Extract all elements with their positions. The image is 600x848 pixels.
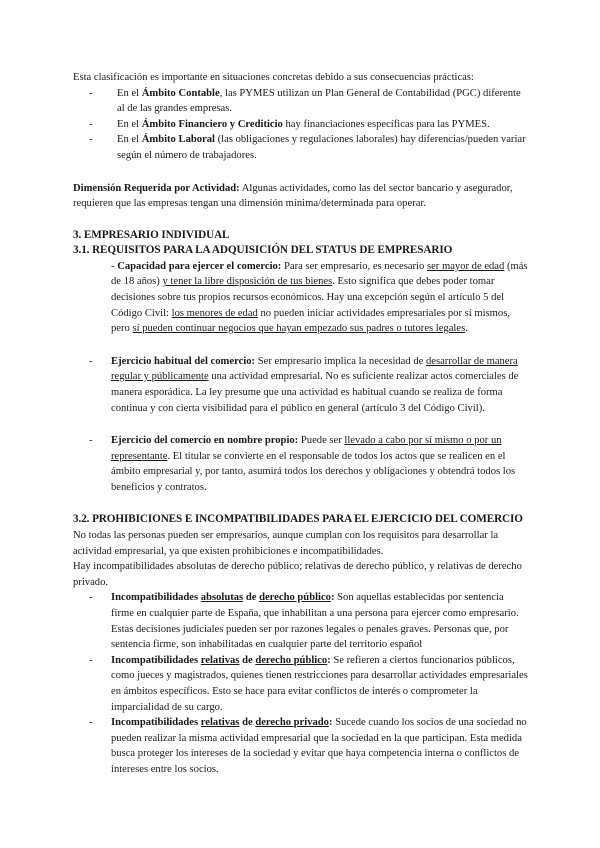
dash-bullet: - (89, 355, 93, 367)
bold-term: Capacidad para ejercer el comercio: (117, 260, 282, 272)
text: Algunas actividades, como las del sector bancario y asegurador, requieren que las empresas tengan una dimensión mínima/determinada para operar. (73, 182, 513, 210)
text: . (465, 323, 468, 335)
bold-term: Ejercicio del comercio en nombre propio: (111, 435, 299, 447)
paragraph: No todas las personas pueden ser empresarios, aunque cumplan con los requisitos para desarrollar la actividad empresarial, ya que existen prohibiciones e incompatibilidades. (73, 529, 499, 557)
text: una actividad empresarial. No es suficiente realizar actos comerciales de manera esporádica. La ley presume que una actividad es habitual cuando se realiza de forma continua y con cierta visibilidad para el público en general (artículo 3 del Código Civil). (111, 371, 519, 414)
text: Puede ser (298, 435, 345, 447)
requirements-list (73, 354, 528, 416)
list-item (73, 117, 528, 133)
bold-term: : (328, 717, 333, 729)
requirements-list-2 (73, 433, 528, 495)
bold-underlined-term: relativas (200, 717, 240, 729)
bold-underlined-term: derecho público (259, 592, 331, 604)
bold-term: Dimensión Requerida por Actividad: (73, 182, 240, 194)
bold-term: Ámbito Contable (141, 87, 220, 99)
subsection-heading: 3.2. PROHIBICIONES E INCOMPATIBILIDADES PARA EL EJERCICIO DEL COMERCIO (73, 513, 523, 526)
dash-bullet: - (89, 654, 93, 666)
dash-bullet: - (89, 435, 93, 447)
bold-term: Incompatibilidades (111, 592, 201, 604)
list-item (73, 132, 528, 163)
list-item (73, 590, 528, 652)
underlined-text: los menores de edad (171, 307, 258, 319)
text: , las PYMES utilizan un Plan General de Contabilidad (PGC) diferente al de las grandes empresas. (117, 87, 521, 115)
dash-bullet: - (111, 260, 115, 272)
text: En el (117, 118, 142, 130)
underlined-text: ser mayor de edad (426, 260, 505, 272)
text: Para ser empresario, es necesario (281, 260, 427, 272)
bold-underlined-term: relativas (200, 654, 240, 666)
bold-term: Incompatibilidades (111, 717, 201, 729)
bold-term: : (330, 592, 335, 604)
list-item (73, 354, 528, 416)
incompatibilities-list (73, 590, 528, 777)
bold-term: Ámbito Financiero y Crediticio (141, 118, 283, 130)
bold-term: Ejercicio habitual del comercio: (111, 355, 256, 367)
dash-bullet: - (89, 118, 93, 130)
bold-term: : (327, 654, 331, 666)
bold-term: Incompatibilidades (111, 654, 201, 666)
list-item (73, 433, 528, 495)
subsection-heading: 3.1. REQUISITOS PARA LA ADQUISICIÓN DEL STATUS DE EMPRESARIO (73, 244, 453, 257)
document-page (73, 70, 528, 777)
underlined-text: sí pueden continuar negocios que hayan empezado sus padres o tutores legales (132, 323, 466, 335)
dimension-paragraph (73, 181, 528, 212)
text: hay financiaciones específicas para las PYMES. (282, 118, 490, 130)
bold-term: Ámbito Laboral (141, 134, 215, 146)
text: no pueden iniciar actividades empresariales por sí mismos, pero (111, 307, 510, 335)
underlined-text: llevado a cabo por sí mismo o por un representante (111, 435, 502, 462)
list-item (73, 86, 528, 117)
dash-bullet: - (89, 134, 93, 146)
text: Sucede cuando los socios de una sociedad no pueden realizar la misma actividad empresarial que la sociedad en la que participan. Esta medida busca proteger los intereses de la sociedad y evitar que haya competencia interna o conflictos de intereses entre los socios. (111, 717, 527, 775)
text: (las obligaciones y regulaciones laborales) hay diferencias/pueden variar según el número de trabajadores. (117, 134, 526, 161)
bold-term: de (239, 654, 256, 666)
dash-bullet: - (89, 592, 93, 604)
bold-underlined-term: derecho público (255, 654, 328, 666)
bold-term: de (243, 592, 260, 604)
text: . Esto significa que debes poder tomar decisiones sobre tus propios recursos económicos. Hay una excepción según el artículo 5 del Código Civil: (111, 276, 505, 319)
dash-bullet: - (89, 717, 93, 729)
underlined-text: y tener la libre disposición de tus bienes (162, 276, 333, 288)
text: . El titular se convierte en el responsable de todos los actos que se realicen en el ámbito empresarial y, por tanto, asumirá todos los derechos y obligaciones y obtendrá todos los beneficios y contratos. (111, 450, 516, 493)
requirement-capacidad (73, 259, 528, 337)
text: Se refieren a ciertos funcionarios públicos, como jueces y magistrados, quienes tienen restricciones para desarrollar actividades empresariales en ámbitos específicos. Esto se hace para evitar conflictos de interés o comprometer la imparcialidad de su cargo. (111, 654, 528, 713)
text: En el (117, 134, 142, 146)
text: Ser empresario implica la necesidad de (255, 355, 426, 367)
text: En el (117, 87, 142, 99)
text: Son aquellas establecidas por sentencia firme en cualquier parte de España, que inhabilitan a una persona para ejercer como empresario. Estas decisiones judiciales pueden ser por razones legales o penales graves. Personas que, por sentencia firme, son inhabilitadas en cualquier parte del territorio español (111, 592, 519, 651)
section-heading: 3. EMPRESARIO INDIVIDUAL (73, 228, 230, 241)
list-item (73, 653, 528, 715)
intro-list (73, 86, 528, 164)
intro-paragraph: Esta clasificación es importante en situaciones concretas debido a sus consecuencias prácticas: (73, 72, 474, 83)
dash-bullet: - (89, 87, 93, 99)
bold-term: de (239, 717, 256, 729)
list-item (73, 715, 528, 777)
paragraph: Hay incompatibilidades absolutas de derecho público; relativas de derecho público, y relativas de derecho privado. (73, 561, 522, 588)
text: (más de 18 años) (111, 260, 528, 288)
bold-underlined-term: absolutas (200, 592, 244, 604)
bold-underlined-term: derecho privado (255, 717, 329, 729)
underlined-text: desarrollar de manera regular y públicamente (111, 355, 518, 383)
